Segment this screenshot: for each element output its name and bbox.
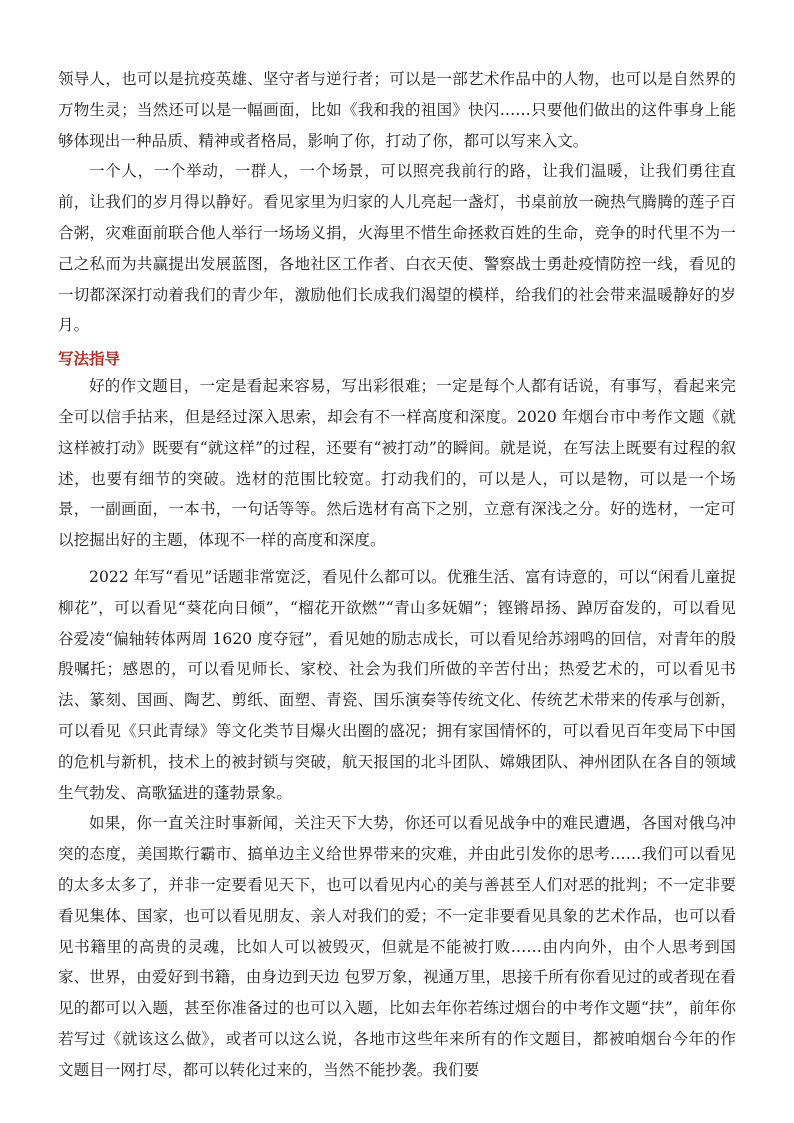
document-page <box>58 64 736 1086</box>
body-paragraph: 好的作文题目，一定是看起来容易，写出彩很难；一定是每个人都有话说，有事写，看起来完全可以信手拈来，但是经过深入思索，却会有不一样高度和深度。2020 年烟台市中考作文题《就这样被打动》既要有“就这样”的过程，还要有“被打动”的瞬间。就是说，在写法上既要有过程的叙述，也要有细节的突破。选材的范围比较宽。打动我们的，可以是人，可以是物，可以是一个场景，一副画面，一本书，一句话等等。然后选材有高下之别，立意有深浅之分。好的选材，一定可以挖掘出好的主题，体现不一样的高度和深度。 <box>58 377 736 550</box>
section-heading: 写法指导 <box>58 350 121 369</box>
body-paragraph: 领导人，也可以是抗疫英雄、坚守者与逆行者；可以是一部艺术作品中的人物，也可以是自然界的万物生灵；当然还可以是一幅画面，比如《我和我的祖国》快闪……只要他们做出的这件事身上能够体现出一种品质、精神或者格局，影响了你，打动了你，都可以写来入文。 <box>58 70 736 150</box>
body-paragraph: 一个人，一个举动，一群人，一个场景，可以照亮我前行的路，让我们温暖，让我们勇往直前，让我们的岁月得以静好。看见家里为归家的人儿亮起一盏灯，书桌前放一碗热气腾腾的莲子百合粥，灾难面前联合他人举行一场场义捐，火海里不惜生命拯救百姓的生命，竞争的时代里不为一己之私而为共赢提出发展蓝图，各地社区工作者、白衣天使、警察战士勇赴疫情防控一线，看见的一切都深深打动着我们的青少年，激励他们长成我们渴望的模样，给我们的社会带来温暖静好的岁月。 <box>58 162 736 335</box>
body-paragraph: 如果，你一直关注时事新闻，关注天下大势，你还可以看见战争中的难民遭遇，各国对俄乌冲突的态度，美国欺行霸市、搞单边主义给世界带来的灾难，并由此引发你的思考……我们可以看见的太多太多了，并非一定要看见天下，也可以看见内心的美与善甚至人们对恶的批判；不一定非要看见集体、国家，也可以看见朋友、亲人对我们的爱；不一定非要看见具象的艺术作品，也可以看见书籍里的高贵的灵魂，比如人可以被毁灭，但就是不能被打败……由内向外，由个人思考到国家、世界，由爱好到书籍，由身边到天边 包罗万象，视通万里，思接千所有你看见过的或者现在看见的都可以入题，甚至你准备过的也可以入题，比如去年你若练过烟台的中考作文题“扶”，前年你若写过《就该这么做》，或者可以这么说，各地市这些年来所有的作文题目，都被咱烟台今年的作文题目一网打尽，都可以转化过来的，当然不能抄袭。我们要 <box>58 814 736 1079</box>
body-paragraph: 2022 年写“看见”话题非常宽泛，看见什么都可以。优雅生活、富有诗意的，可以“闲看儿童捉柳花”，可以看见“葵花向日倾”，“榴花开欲燃”“青山多妩媚”；铿锵昂扬、踔厉奋发的，可以看见谷爱凌“偏轴转体两周 1620 度夺冠”，看见她的励志成长，可以看见给苏翊鸣的回信，对青年的殷殷嘱托；感恩的，可以看见师长、家校、社会为我们所做的辛苦付出；热爱艺术的，可以看见书法、篆刻、国画、陶艺、剪纸、面塑、青瓷、国乐演奏等传统文化、传统艺术带来的传承与创新，可以看见《只此青绿》等文化类节目爆火出圈的盛况；拥有家国情怀的，可以看见百年变局下中国的危机与新机，技术上的被封锁与突破，航天报国的北斗团队、嫦娥团队、神州团队在各自的领域生气勃发、高歌猛进的蓬勃景象。 <box>58 567 736 802</box>
